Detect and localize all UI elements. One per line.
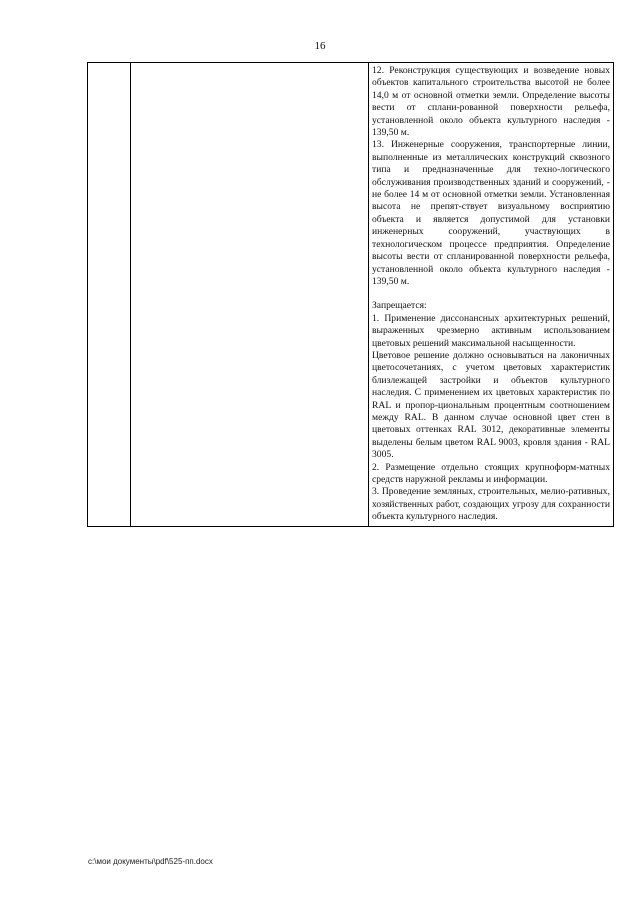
paragraph-spacer [372, 288, 610, 300]
page-number: 16 [314, 40, 326, 52]
forbidden-item-3: 3. Проведение земляных, строительных, мелио-ративных, хозяйственных работ, создающих угрозу для сохранности объекта культурного наследия. [372, 486, 610, 523]
requirement-paragraph-12: 12. Реконструкция существующих и возведение новых объектов капитального строительства высотой не более 14,0 м от основной отметки земли. Определение высоты вести от сплани-рованной поверхности рельефа, установленной около объекта культурного наследия - 139,50 м. [372, 65, 610, 139]
table-cell-requirements [369, 63, 614, 527]
table-cell-object [131, 63, 369, 527]
color-solution-paragraph: Цветовое решение должно основываться на лаконичных цветосочетаниях, с учетом цветовых характеристик близлежащей застройки и объектов культурного наследия. С применением их цветовых характеристик по RAL и пропор-циональным процентным соотношением между RAL. В данном случае основной цвет стен в цветовых оттенках RAL 3012, декоративные элементы выделены белым цветом RAL 9003, кровля здания - RAL 3005. [372, 349, 610, 461]
document-table [87, 62, 614, 527]
requirement-paragraph-13: 13. Инженерные сооружения, транспортерные линии, выполненные из металлических конструкций сквозного типа и предназначенные для техно-логического обслуживания производственных зданий и сооружений, - не более 14 м от основной отметки земли. Установленная высота не препят-ствует визуальному восприятию объекта и является допустимой для установки инженерных сооружений, участвующих в технологическом процессе предприятия. Определение высоты вести от спланированной поверхности рельефа, установленной около объекта культурного наследия - 139,50 м. [372, 139, 610, 287]
forbidden-item-2: 2. Размещение отдельно стоящих крупноформ-матных средств наружной рекламы и информации. [372, 461, 610, 485]
forbidden-heading: Запрещается: [372, 300, 427, 312]
footer-file-path: c:\мои документы\pdf\525-пп.docx [88, 857, 213, 866]
forbidden-item-1: 1. Применение диссонансных архитектурных решений, выраженных чрезмерно активным использованием цветовых решений максимальной насыщенности. [372, 312, 610, 349]
table-row [88, 63, 614, 527]
table-cell-number [88, 63, 131, 527]
